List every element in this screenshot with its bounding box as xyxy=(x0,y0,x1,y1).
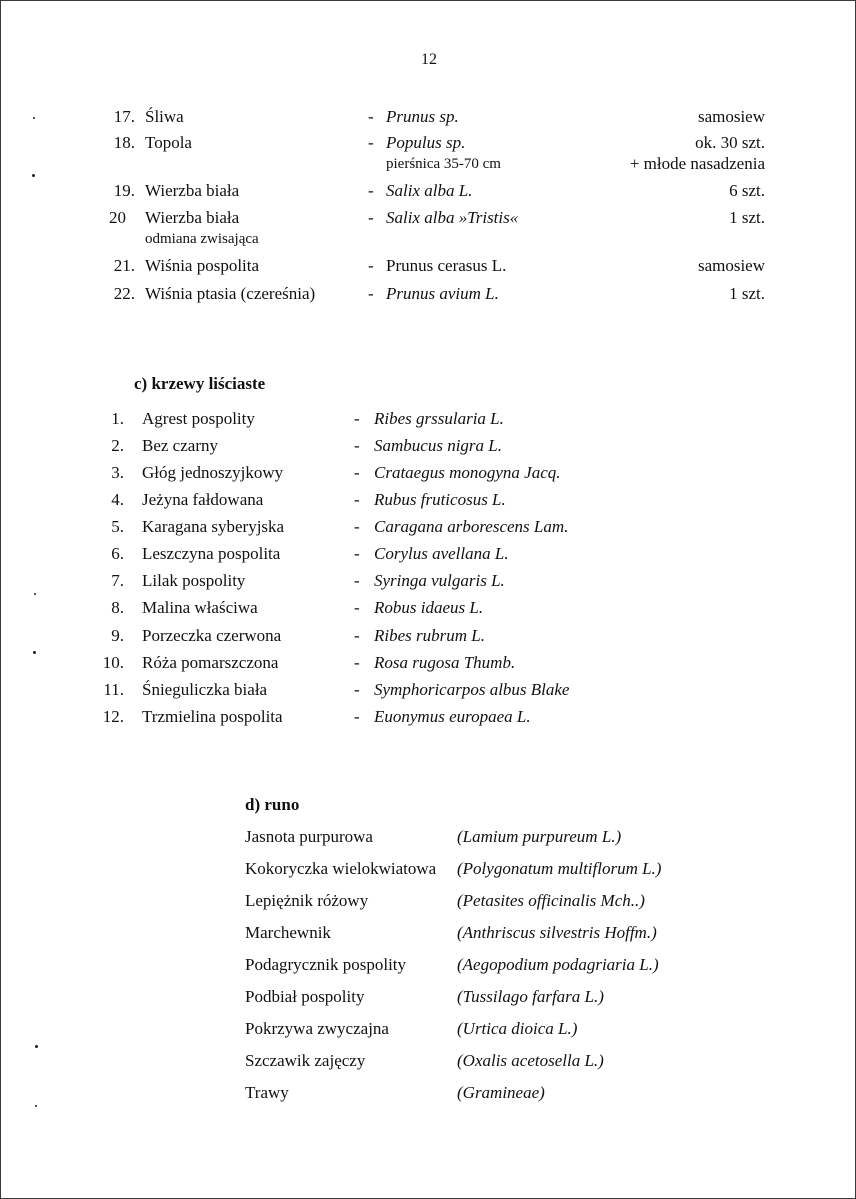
item-latin: (Petasites officinalis Mch..) xyxy=(457,891,645,910)
item-name: Wierzba biała xyxy=(145,181,240,200)
item-number: 8. xyxy=(111,598,124,617)
scan-speck xyxy=(34,593,36,595)
item-latin: (Gramineae) xyxy=(457,1083,545,1102)
item-name: Podbiał pospolity xyxy=(245,987,365,1006)
section-heading-shrubs: c) krzewy liściaste xyxy=(134,374,266,393)
item-latin: Crataegus monogyna Jacq. xyxy=(374,463,561,482)
item-dash: - xyxy=(354,436,360,455)
item-number: 1. xyxy=(111,409,124,428)
item-quantity: samosiew xyxy=(697,256,765,275)
item-latin: (Anthriscus silvestris Hoffm.) xyxy=(457,923,657,942)
item-latin: Syringa vulgaris L. xyxy=(374,571,505,590)
item-name: Marchewnik xyxy=(245,923,331,942)
page-number: 12 xyxy=(421,51,437,68)
item-name: Pokrzywa zwyczajna xyxy=(245,1019,389,1038)
item-quantity: samosiew xyxy=(697,107,765,126)
item-dash: - xyxy=(368,107,374,126)
item-number: 20 xyxy=(109,208,126,227)
item-name: Śliwa xyxy=(145,107,184,126)
item-quantity-note: + młode nasadzenia xyxy=(629,154,765,173)
item-dash: - xyxy=(354,598,360,617)
item-number: 4. xyxy=(111,490,124,509)
item-name: Lepiężnik różowy xyxy=(245,891,369,910)
item-number: 9. xyxy=(111,626,124,645)
item-dash: - xyxy=(354,653,360,672)
section-heading-ground: d) runo xyxy=(245,795,300,814)
scan-speck xyxy=(35,1105,37,1107)
item-latin: (Tussilago farfara L.) xyxy=(457,987,604,1006)
item-number: 11. xyxy=(103,680,124,699)
item-name: Malina właściwa xyxy=(142,598,258,617)
item-quantity: ok. 30 szt. xyxy=(695,133,765,152)
item-latin: (Aegopodium podagriaria L.) xyxy=(457,955,659,974)
item-dash: - xyxy=(354,626,360,645)
item-name: Jeżyna fałdowana xyxy=(142,490,264,509)
item-name: Lilak pospolity xyxy=(142,571,246,590)
item-dash: - xyxy=(368,256,374,275)
item-name: Bez czarny xyxy=(142,436,218,455)
item-number: 12. xyxy=(102,707,124,726)
item-quantity: 6 szt. xyxy=(729,181,765,200)
item-name: Szczawik zajęczy xyxy=(245,1051,366,1070)
item-latin: (Polygonatum multiflorum L.) xyxy=(457,859,662,878)
item-name: Kokoryczka wielokwiatowa xyxy=(245,859,437,878)
item-number: 21. xyxy=(113,256,135,275)
scan-speck xyxy=(35,1045,38,1048)
item-name: Róża pomarszczona xyxy=(142,653,279,672)
item-number: 10. xyxy=(102,653,124,672)
item-number: 5. xyxy=(111,517,124,536)
item-dash: - xyxy=(354,463,360,482)
scan-speck xyxy=(32,174,35,177)
item-dash: - xyxy=(354,707,360,726)
item-quantity: 1 szt. xyxy=(729,284,765,303)
item-dash: - xyxy=(368,181,374,200)
item-latin: Caragana arborescens Lam. xyxy=(374,517,569,536)
item-latin: Euonymus europaea L. xyxy=(374,707,531,726)
item-name: Głóg jednoszyjkowy xyxy=(142,463,284,482)
item-latin: Robus idaeus L. xyxy=(374,598,484,617)
item-name: Wiśnia ptasia (czereśnia) xyxy=(145,284,316,303)
item-name: Agrest pospolity xyxy=(142,409,255,428)
item-number: 22. xyxy=(113,284,135,303)
item-dash: - xyxy=(354,409,360,428)
item-name: Topola xyxy=(145,133,192,152)
item-dash: - xyxy=(354,544,360,563)
item-latin: Ribes rubrum L. xyxy=(374,626,485,645)
item-name: Leszczyna pospolita xyxy=(142,544,281,563)
item-latin: Prunus sp. xyxy=(386,107,459,126)
item-name: Porzeczka czerwona xyxy=(142,626,282,645)
item-dash: - xyxy=(354,571,360,590)
item-latin: Sambucus nigra L. xyxy=(374,436,502,455)
item-latin-note: pierśnica 35-70 cm xyxy=(386,156,501,172)
item-name: Karagana syberyjska xyxy=(142,517,285,536)
item-latin: Salix alba L. xyxy=(386,181,473,200)
item-number: 2. xyxy=(111,436,124,455)
item-number: 17. xyxy=(113,107,135,126)
item-number: 6. xyxy=(111,544,124,563)
item-latin: Prunus avium L. xyxy=(386,284,499,303)
item-latin: (Lamium purpureum L.) xyxy=(457,827,622,846)
item-number: 3. xyxy=(111,463,124,482)
item-name: Śnieguliczka biała xyxy=(142,680,268,699)
scan-speck xyxy=(33,651,36,654)
item-name: Trzmielina pospolita xyxy=(142,707,283,726)
item-latin: (Urtica dioica L.) xyxy=(457,1019,578,1038)
item-latin: Rubus fruticosus L. xyxy=(374,490,506,509)
item-name: Wiśnia pospolita xyxy=(145,256,260,275)
scan-speck xyxy=(33,117,35,119)
item-number: 19. xyxy=(113,181,135,200)
item-dash: - xyxy=(354,490,360,509)
item-number: 18. xyxy=(113,133,135,152)
item-latin: Rosa rugosa Thumb. xyxy=(374,653,516,672)
item-latin: Prunus cerasus L. xyxy=(386,256,507,275)
item-latin: Populus sp. xyxy=(386,133,466,152)
item-name: Jasnota purpurowa xyxy=(245,827,373,846)
item-dash: - xyxy=(354,517,360,536)
item-name: Trawy xyxy=(245,1083,289,1102)
item-dash: - xyxy=(368,208,374,227)
item-number: 7. xyxy=(111,571,124,590)
item-name: Wierzba biała xyxy=(145,208,240,227)
item-latin: Salix alba »Tristis« xyxy=(386,208,519,227)
item-latin: Ribes grssularia L. xyxy=(374,409,504,428)
item-dash: - xyxy=(368,133,374,152)
item-quantity: 1 szt. xyxy=(729,208,765,227)
item-latin: Symphoricarpos albus Blake xyxy=(374,680,570,699)
item-dash: - xyxy=(354,680,360,699)
item-dash: - xyxy=(368,284,374,303)
item-name: Podagrycznik pospolity xyxy=(245,955,407,974)
item-latin: Corylus avellana L. xyxy=(374,544,509,563)
item-latin: (Oxalis acetosella L.) xyxy=(457,1051,604,1070)
item-name-note: odmiana zwisająca xyxy=(145,231,259,247)
